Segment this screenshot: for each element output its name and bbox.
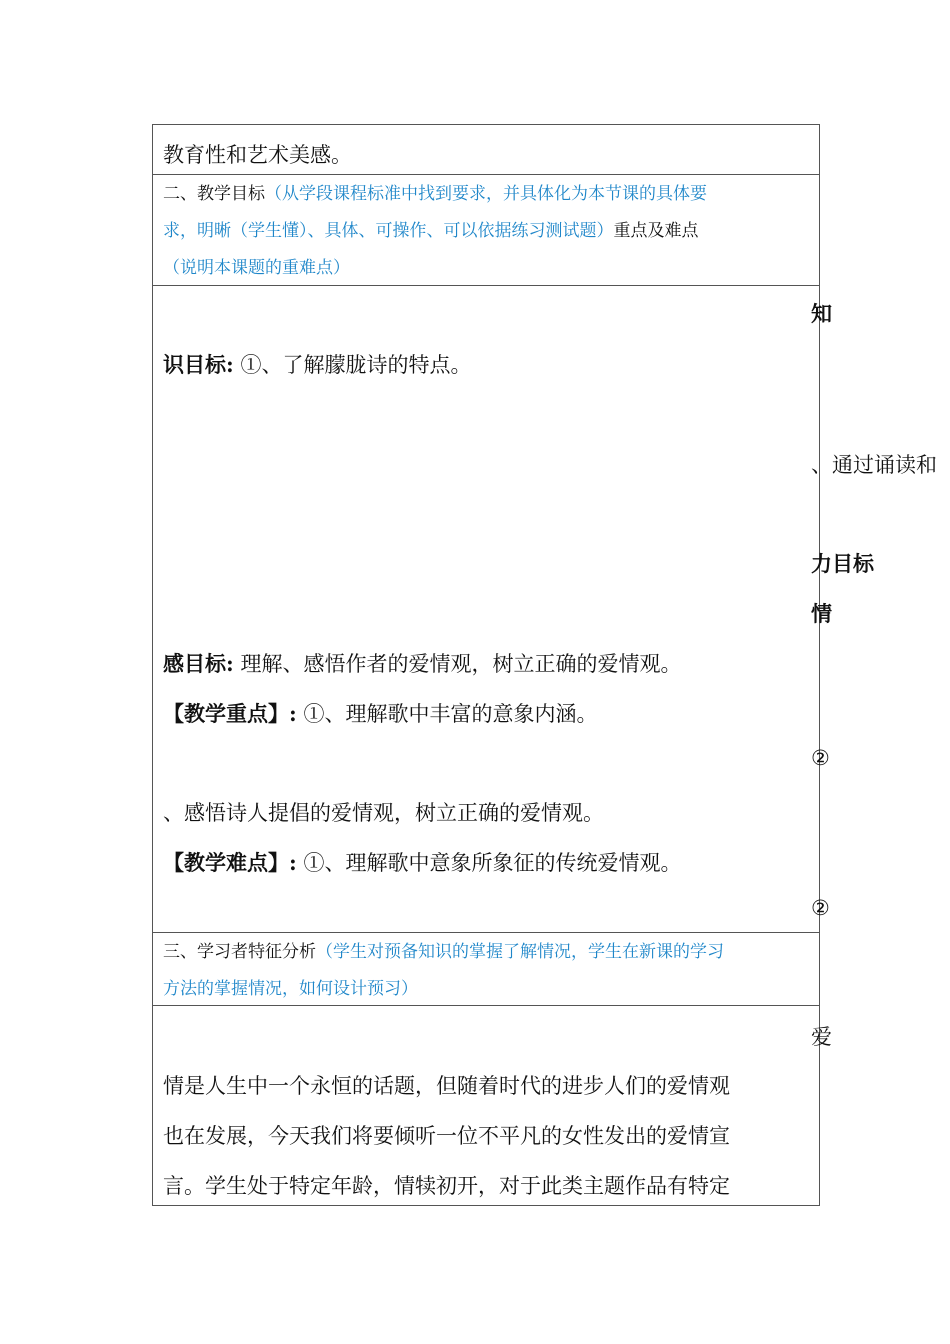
- difficult-point: 【教学难点】: ①、理解歌中意象所象征的传统爱情观。: [163, 850, 682, 875]
- analysis-line: 情是人生中一个永恒的话题，但随着时代的进步人们的爱情观: [163, 1074, 730, 1098]
- row-divider: [152, 1005, 820, 1006]
- analysis-line: 言。学生处于特定年龄，情犊初开，对于此类主题作品有特定: [163, 1174, 730, 1198]
- section3-hint-line2: 方法的掌握情况，如何设计预习）: [163, 979, 418, 999]
- row-divider: [152, 174, 820, 175]
- row-divider: [152, 285, 820, 286]
- section3-header: [163, 937, 724, 962]
- section2-hint-line2: 求，明晰（学生懂）、具体、可操作、可以依据练习测试题）重点及难点: [163, 221, 699, 241]
- circle-two-marker: ②: [811, 896, 830, 920]
- knowledge-goal: 识目标: ①、了解朦胧诗的特点。: [163, 352, 472, 377]
- section2-label: 二、教学目标: [163, 184, 265, 204]
- key-point-2: 、感悟诗人提倡的爱情观，树立正确的爱情观。: [163, 801, 604, 825]
- ability-label: 力目标: [811, 551, 874, 576]
- row-divider: [152, 932, 820, 933]
- section2-hint: （从学段课程标准中找到要求，并具体化为本节课的具体要: [265, 184, 707, 204]
- circle-two-marker: ②: [811, 746, 830, 770]
- section2-header: [163, 179, 707, 204]
- section3-hint: （学生对预备知识的掌握了解情况，学生在新课的学习: [316, 942, 724, 962]
- ability-fragment: 、通过诵读和: [811, 453, 937, 477]
- section2-hint-line3: （说明本课题的重难点）: [163, 258, 350, 278]
- analysis-line: 也在发展，今天我们将要倾听一位不平凡的女性发出的爱情宣: [163, 1124, 730, 1148]
- emotion-first-char: 情: [811, 601, 832, 626]
- knowledge-first-char: 知: [811, 301, 832, 326]
- row1-text: 教育性和艺术美感。: [163, 143, 352, 167]
- key-point: 【教学重点】: ①、理解歌中丰富的意象内涵。: [163, 701, 598, 726]
- section3-label: 三、学习者特征分析: [163, 942, 316, 962]
- analysis-first-char: 爱: [811, 1025, 832, 1049]
- emotion-goal: 感目标: 理解、感悟作者的爱情观，树立正确的爱情观。: [163, 651, 682, 676]
